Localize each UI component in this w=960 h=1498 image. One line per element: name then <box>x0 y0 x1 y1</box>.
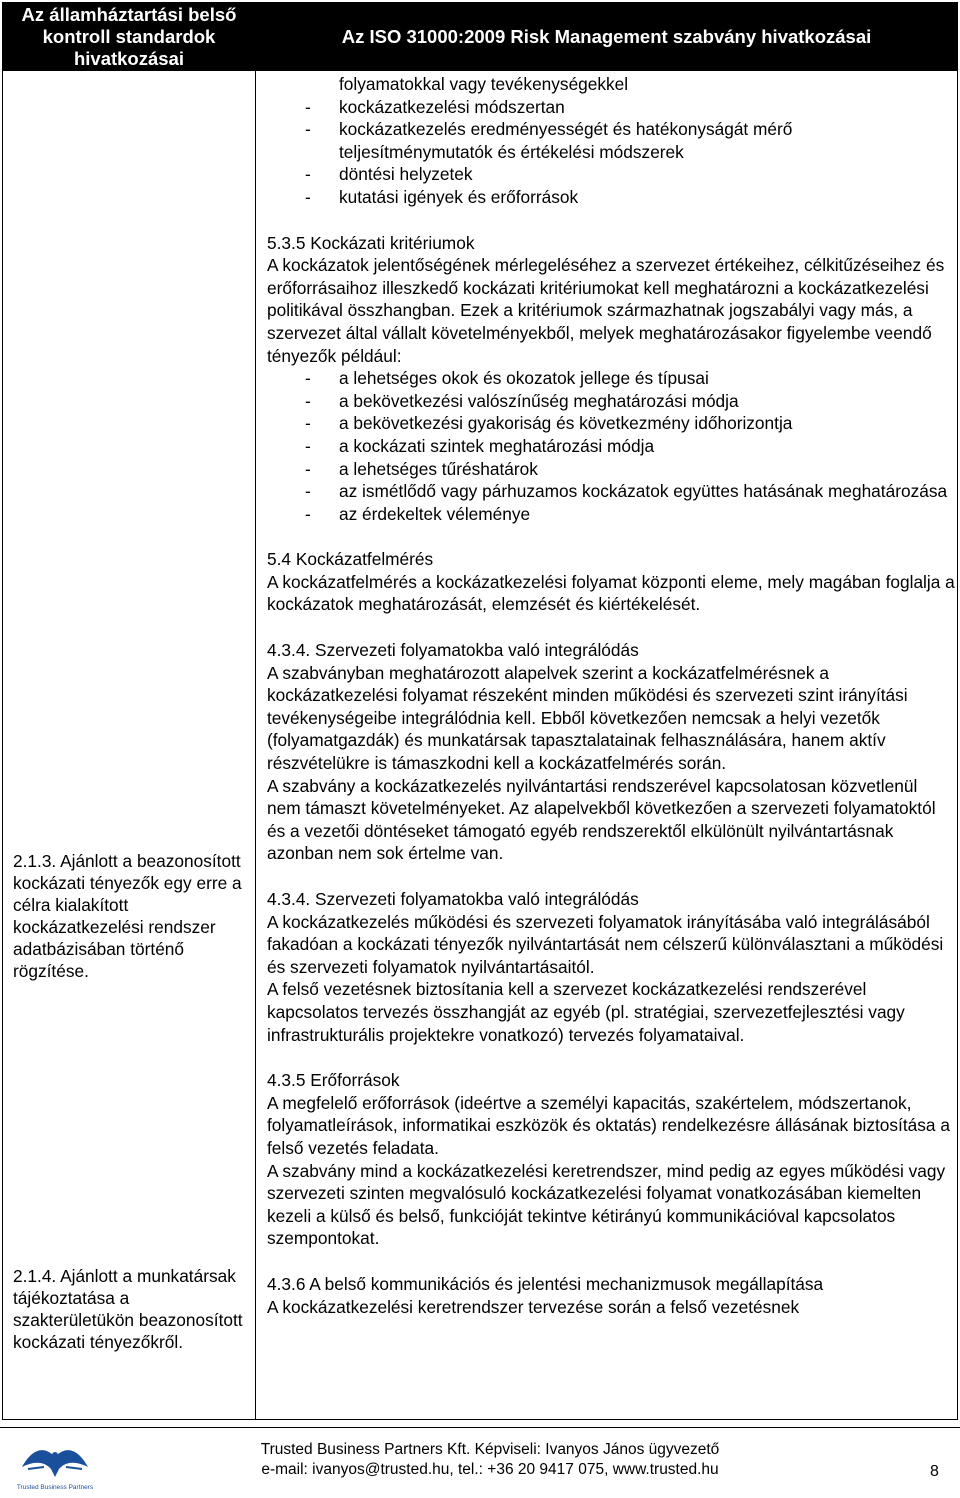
section-text: A szabványban meghatározott alapelvek szerint a kockázatfelmérésnek a kockázatkezelési folyamat részeként minden működési és szervezeti szint irányítási tevékenységeibe integrálódnia kell. Ebből következően nemcsak a helyi vezetők (folyamatgazdák) és munkatársak tapasztalatainak felhasználására, hanem aktív részvételükre is támaszkodni kell a kockázatfelmérés során. <box>267 662 908 774</box>
section-title-435: 4.3.5 Erőforrások <box>267 1070 400 1091</box>
continued-text: teljesítménymutatók és értékelési módszerek <box>339 141 684 162</box>
header-right-title: Az ISO 31000:2009 Risk Management szabvány hivatkozásai <box>341 26 872 47</box>
left-item-213 <box>13 850 249 982</box>
column-divider <box>255 3 256 1419</box>
section-text: A kockázatfelmérés a kockázatkezelési folyamat központi eleme, mely magában foglalja a kockázatok meghatározását, elemzését és kiértékelését. <box>267 571 955 615</box>
footer-contact <box>220 1440 760 1480</box>
company-logo <box>14 1437 96 1493</box>
list-item: - a bekövetkezési gyakoriság és következmény időhorizontja <box>267 412 955 435</box>
section-text: A szabvány mind a kockázatkezelési keretrendszer, mind pedig az egyes működési vagy szervezeti szinten megvalósuló kockázatkezelési folyamat vonatkozásában kiemelten kezeli a külső és belső, funkcióját tekintve kétirányú kommunikációval kapcsolatos szempontokat. <box>267 1160 946 1249</box>
section-title-54: 5.4 Kockázatfelmérés <box>267 549 434 570</box>
top-bullet-list <box>267 96 955 141</box>
list-item: - a kockázati szintek meghatározási módja <box>267 435 955 458</box>
top-bullet-list-2 <box>267 163 955 208</box>
header-left-line: Az államháztartási belső <box>21 4 237 25</box>
list-item: - a bekövetkezési valószínűség meghatározási módja <box>267 390 955 413</box>
list-item: - kockázatkezelési módszertan <box>267 96 955 119</box>
eagle-logo-icon <box>14 1437 96 1493</box>
list-item: - kockázatkezelés eredményességét és hatékonyságát mérő <box>267 118 955 141</box>
left-item-text: 2.1.4. Ajánlott a munkatársak tájékoztatása a szakterületükön beazonosított kockázati tényezőkről. <box>13 1266 243 1352</box>
header-left-cell <box>3 3 255 71</box>
header-right-cell <box>256 3 957 71</box>
list-item: - kutatási igények és erőforrások <box>267 186 955 209</box>
footer-line-2: e-mail: ivanyos@trusted.hu, tel.: +36 20 9417 075, www.trusted.hu <box>261 1461 719 1478</box>
list-item: - az érdekeltek véleménye <box>267 503 955 526</box>
section-title-434a: 4.3.4. Szervezeti folyamatokba való integrálódás <box>267 640 639 661</box>
footer-divider <box>0 1427 960 1428</box>
section-text: A megfelelő erőforrások (ideértve a személyi kapacitás, szakértelem, módszertanok, folyamatleírások, informatikai eszközök és oktatás) rendelkezésre állásának biztosítása a felső vezetés feladata. <box>267 1092 950 1158</box>
section-text: A szabvány a kockázatkezelés nyilvántartási rendszerével kapcsolatosan közvetlenül nem támaszt követelményeket. Az alapelvekből következően a szervezeti folyamatoktól és a vezetői döntéseket támogató egyéb rendszerektől elkülönült nyilvántartásnak azonban nem sok értelme van. <box>267 775 936 864</box>
section-text: A kockázatkezelés működési és szervezeti folyamatok irányításába való integrálásából fakadóan a kockázati tényezők nyilvántartását nem célszerű különválasztani a működési és szervezeti folyamatok nyilvántartásaitól. <box>267 911 944 977</box>
section-title-535: 5.3.5 Kockázati kritériumok <box>267 232 475 253</box>
criteria-bullet-list <box>267 367 955 525</box>
section-text: A felső vezetésnek biztosítania kell a szervezet kockázatkezelési rendszerével kapcsolatos tervezés összhangját az egyéb (pl. stratégiai, szervezetfejlesztési vagy infrastrukturális projektekre vonatkozó) tervezés folyamataival. <box>267 979 905 1045</box>
section-title-436: 4.3.6 A belső kommunikációs és jelentési mechanizmusok megállapítása <box>267 1273 824 1294</box>
list-item: - a lehetséges tűréshatárok <box>267 458 955 481</box>
page-number: 8 <box>930 1463 939 1480</box>
left-item-214 <box>13 1265 249 1353</box>
continued-text: folyamatokkal vagy tevékenységekkel <box>339 74 629 94</box>
footer-line-1: Trusted Business Partners Kft. Képviseli: Ivanyos János ügyvezető <box>260 1441 720 1458</box>
list-item: - az ismétlődő vagy párhuzamos kockázatok együttes hatásának meghatározása <box>267 480 955 503</box>
section-text: A kockázatkezelési keretrendszer tervezése során a felső vezetésnek <box>267 1296 800 1317</box>
svg-text:Trusted Business Partners: Trusted Business Partners <box>16 1484 94 1491</box>
section-text: A kockázatok jelentőségének mérlegeléséhez a szervezet értékeihez, célkitűzéseihez és erőforrásaihoz illeszkedő kockázati kritériumokat kell meghatározni a kockázatkezelési politikával összhangban. Ezek a kritériumok származhatnak jogszabályi vagy más, a szervezet által vállalt követelményekből, melyek meghatározásakor figyelembe veendő tényezők például: <box>267 255 945 366</box>
list-item: - a lehetséges okok és okozatok jellege és típusai <box>267 367 955 390</box>
right-column-content <box>267 73 955 1318</box>
header-left-line: hivatkozásai <box>73 48 184 69</box>
left-item-text: 2.1.3. Ajánlott a beazonosított kockázati tényezők egy erre a célra kialakított kockázatkezelési rendszer adatbázisában történő rögzítése. <box>13 851 242 981</box>
header-left-line: kontroll standardok <box>42 26 216 47</box>
list-item: - döntési helyzetek <box>267 163 955 186</box>
section-title-434b: 4.3.4. Szervezeti folyamatokba való integrálódás <box>267 889 639 909</box>
content-table <box>2 2 958 1420</box>
